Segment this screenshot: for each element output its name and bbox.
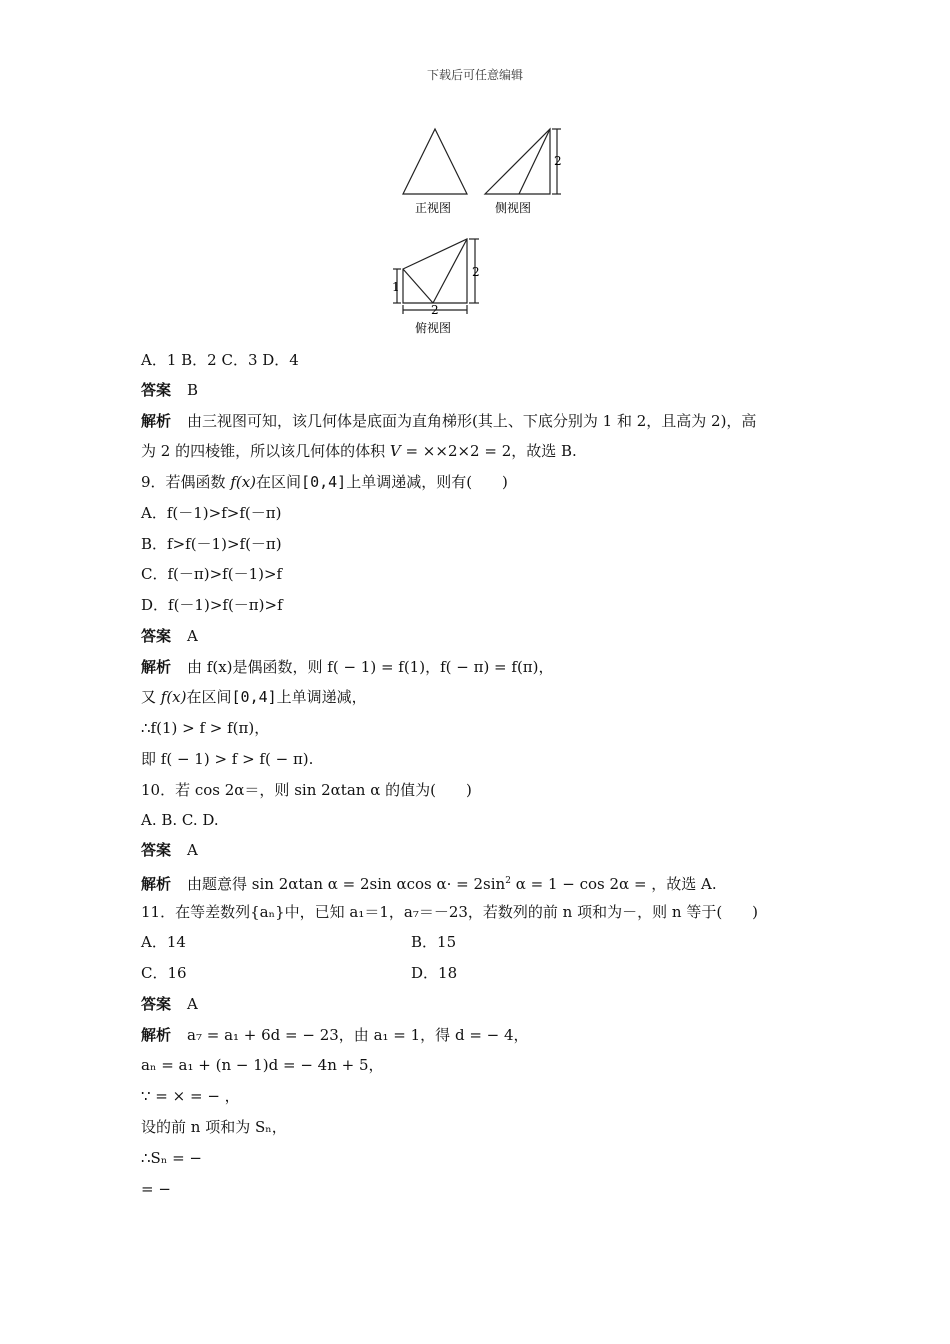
three-view-figure	[392, 120, 575, 340]
side-dim-label: 2	[554, 154, 562, 168]
q11-analysis-line-6: = −	[141, 1180, 171, 1198]
q8-analysis-line-2	[141, 441, 577, 461]
analysis-text: 由题意得 sin 2αtan α = 2sin αcos α· = 2sin	[187, 875, 506, 893]
exponent: 2	[505, 876, 511, 886]
q11-answer-line	[141, 994, 198, 1014]
front-view-label: 正视图	[415, 201, 452, 215]
analysis-text: 为 2 的四棱锥，所以该几何体的体积	[141, 442, 390, 460]
side-view-inner-line	[519, 129, 550, 194]
top-view-trapezoid	[403, 239, 467, 303]
answer-label: 答案	[141, 381, 172, 399]
q9-option-d: D．f(－1)>f(－π)>f	[141, 596, 283, 614]
q8-answer-line	[141, 380, 198, 400]
q11-option-b: B．15	[411, 933, 457, 951]
interval: [0,4]	[231, 688, 277, 706]
analysis-label: 解析	[141, 875, 172, 893]
q11-option-d: D．18	[411, 964, 458, 982]
analysis-label: 解析	[141, 1026, 172, 1044]
analysis-text: 在区间	[186, 688, 232, 706]
volume-symbol: V	[389, 442, 401, 460]
answer-label: 答案	[141, 627, 172, 645]
analysis-text: 又	[141, 688, 161, 706]
top-dim-left-label: 1	[392, 280, 400, 294]
top-dim-bottom-label: 2	[431, 303, 439, 317]
top-dim-right-label: 2	[472, 265, 480, 279]
analysis-label: 解析	[141, 658, 172, 676]
q11-stem: 11．在等差数列{aₙ}中，已知 a₁＝1，a₇＝－23，若数列的前 n 项和为－，则 n 等于( )	[141, 903, 759, 921]
answer-label: 答案	[141, 995, 172, 1013]
q10-answer-line	[141, 840, 198, 860]
stem-text: 9．若偶函数	[141, 473, 231, 491]
front-view-triangle	[403, 129, 467, 194]
analysis-text: 上单调递减，	[276, 688, 367, 706]
q11-analysis-line-5: ∴Sₙ = −	[141, 1149, 202, 1167]
q10-analysis-line	[141, 871, 717, 894]
answer-value: A	[187, 627, 198, 645]
q11-analysis-line-4: 设的前 n 项和为 Sₙ，	[141, 1118, 287, 1136]
q9-option-b: B．f>f(－1)>f(－π)	[141, 535, 282, 553]
function-symbol: f(x)	[230, 473, 257, 491]
q9-analysis-line-2	[141, 687, 367, 707]
q8-options: A．1 B．2 C．3 D．4	[141, 351, 299, 369]
answer-label: 答案	[141, 841, 172, 859]
q11-analysis-line-2: aₙ = a₁ + (n − 1)d = − 4n + 5，	[141, 1056, 384, 1074]
answer-value: A	[187, 841, 198, 859]
q9-option-a: A．f(－1)>f>f(－π)	[141, 504, 282, 522]
answer-value: A	[187, 995, 198, 1013]
q9-analysis-line-1	[141, 657, 554, 677]
stem-text: 在区间	[256, 473, 302, 491]
analysis-text: 由三视图可知，该几何体是底面为直角梯形(其上、下底分别为 1 和 2，且高为 2)，高	[187, 412, 757, 430]
q11-analysis-line-1	[141, 1025, 529, 1045]
side-view-triangle	[485, 129, 550, 194]
q11-analysis-line-3: ∵ = × = − ，	[141, 1087, 240, 1105]
analysis-text: α = 1 − cos 2α = ，故选 A.	[510, 875, 717, 893]
q10-stem: 10．若 cos 2α＝，则 sin 2αtan α 的值为( )	[141, 781, 472, 799]
side-view-label: 侧视图	[495, 201, 532, 215]
q9-analysis-line-4: 即 f( − 1) > f > f( − π).	[141, 750, 314, 768]
q11-option-c: C．16	[141, 964, 187, 982]
top-view-label: 俯视图	[415, 321, 452, 335]
analysis-text: a₇ = a₁ + 6d = − 23，由 a₁ = 1，得 d = − 4，	[187, 1026, 529, 1044]
analysis-text: = ××2×2 = 2，故选 B.	[400, 442, 577, 460]
stem-text: 上单调递减，则有( )	[346, 473, 508, 491]
analysis-text: 由 f(x)是偶函数，则 f( − 1) = f(1)，f( − π) = f(π)，	[187, 658, 554, 676]
analysis-label: 解析	[141, 412, 172, 430]
q9-analysis-line-3: ∴f(1) > f > f(π)，	[141, 719, 270, 737]
q9-stem	[141, 472, 508, 492]
q9-answer-line	[141, 626, 198, 646]
answer-value: B	[187, 381, 199, 399]
q10-options: A. B. C. D.	[141, 811, 219, 829]
function-symbol: f(x)	[160, 688, 187, 706]
q11-option-a: A．14	[141, 933, 186, 951]
interval: [0,4]	[301, 473, 347, 491]
page-header: 下载后可任意编辑	[426, 68, 523, 82]
q9-option-c: C．f(－π)>f(－1)>f	[141, 565, 283, 583]
q8-analysis-line-1	[141, 411, 756, 431]
